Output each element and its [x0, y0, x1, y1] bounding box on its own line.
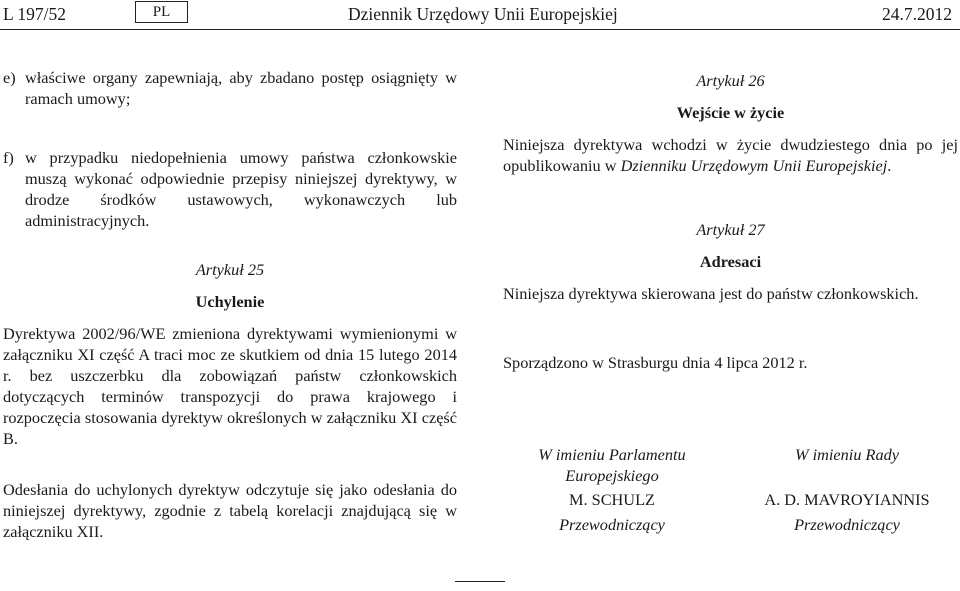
article-26-text: Niniejsza dyrektywa wchodzi w życie dwudziestego dnia po jej opublikowaniu w Dzienniku Urzędowym Unii Europejskiej.: [503, 135, 958, 175]
done-at-statement: Sporządzono w Strasburgu dnia 4 lipca 2012 r.: [503, 353, 808, 372]
list-item-text: właściwe organy zapewniają, aby zbadano postęp osiągnięty w ramach umowy;: [25, 68, 457, 108]
article-26-number: Artykuł 26: [696, 71, 765, 90]
language-badge: PL: [135, 1, 188, 23]
signatory-role: Przewodniczący: [559, 515, 665, 534]
article-27-title: Adresaci: [699, 252, 762, 271]
article-25-number: Artykuł 25: [195, 260, 265, 279]
list-item-label: f): [3, 148, 14, 167]
page-header: [0, 0, 960, 30]
article-25-paragraph-2: Odesłania do uchylonych dyrektyw odczytuje się jako odesłania do niniejszej dyrektywy, zgodnie z tabelą korelacji znajdującą się w załączniku XII.: [3, 480, 457, 541]
list-item-label: e): [3, 68, 16, 87]
signature-parliament: [512, 444, 712, 535]
list-item-text: w przypadku niedopełnienia umowy państwa członkowskie muszą wykonać odpowiednie przepisy niniejszej dyrektywy, w drodze środków ustawowych, wykonawczych lub administracyjnych.: [25, 148, 457, 230]
signatory-name: M. SCHULZ: [569, 490, 655, 509]
article-27-number: Artykuł 27: [696, 220, 765, 239]
journal-name-emphasis: Dzienniku Urzędowym Unii Europejskiej: [620, 156, 888, 175]
article-26-title: Wejście w życie: [676, 103, 785, 122]
article-25-title: Uchylenie: [195, 292, 265, 311]
article-27-text: Niniejsza dyrektywa skierowana jest do państw członkowskich.: [503, 284, 919, 303]
signature-institution: W imieniu Parlamentu: [538, 445, 686, 464]
signature-institution-cont: Europejskiego: [565, 466, 659, 485]
journal-title: Dziennik Urzędowy Unii Europejskiej: [348, 4, 618, 24]
header-divider: [0, 29, 960, 30]
signature-institution: W imieniu Rady: [795, 445, 899, 464]
oj-series-page: L 197/52: [3, 4, 67, 24]
signatory-name: A. D. MAVROYIANNIS: [764, 490, 930, 509]
signatory-role: Przewodniczący: [794, 515, 900, 534]
footnote-divider: [455, 581, 505, 582]
publication-date: 24.7.2012: [882, 4, 952, 24]
article-25-paragraph-1: Dyrektywa 2002/96/WE zmieniona dyrektywami wymienionymi w załączniku XI część A traci moc ze skutkiem od dnia 15 lutego 2014 r. bez uszczerbku dla zobowiązań państw członkowskich dotyczących terminów transpozycji do prawa krajowego i rozpoczęcia stosowania dyrektyw określonych w załączniku XI część B.: [3, 324, 457, 448]
signature-council: [747, 444, 947, 535]
